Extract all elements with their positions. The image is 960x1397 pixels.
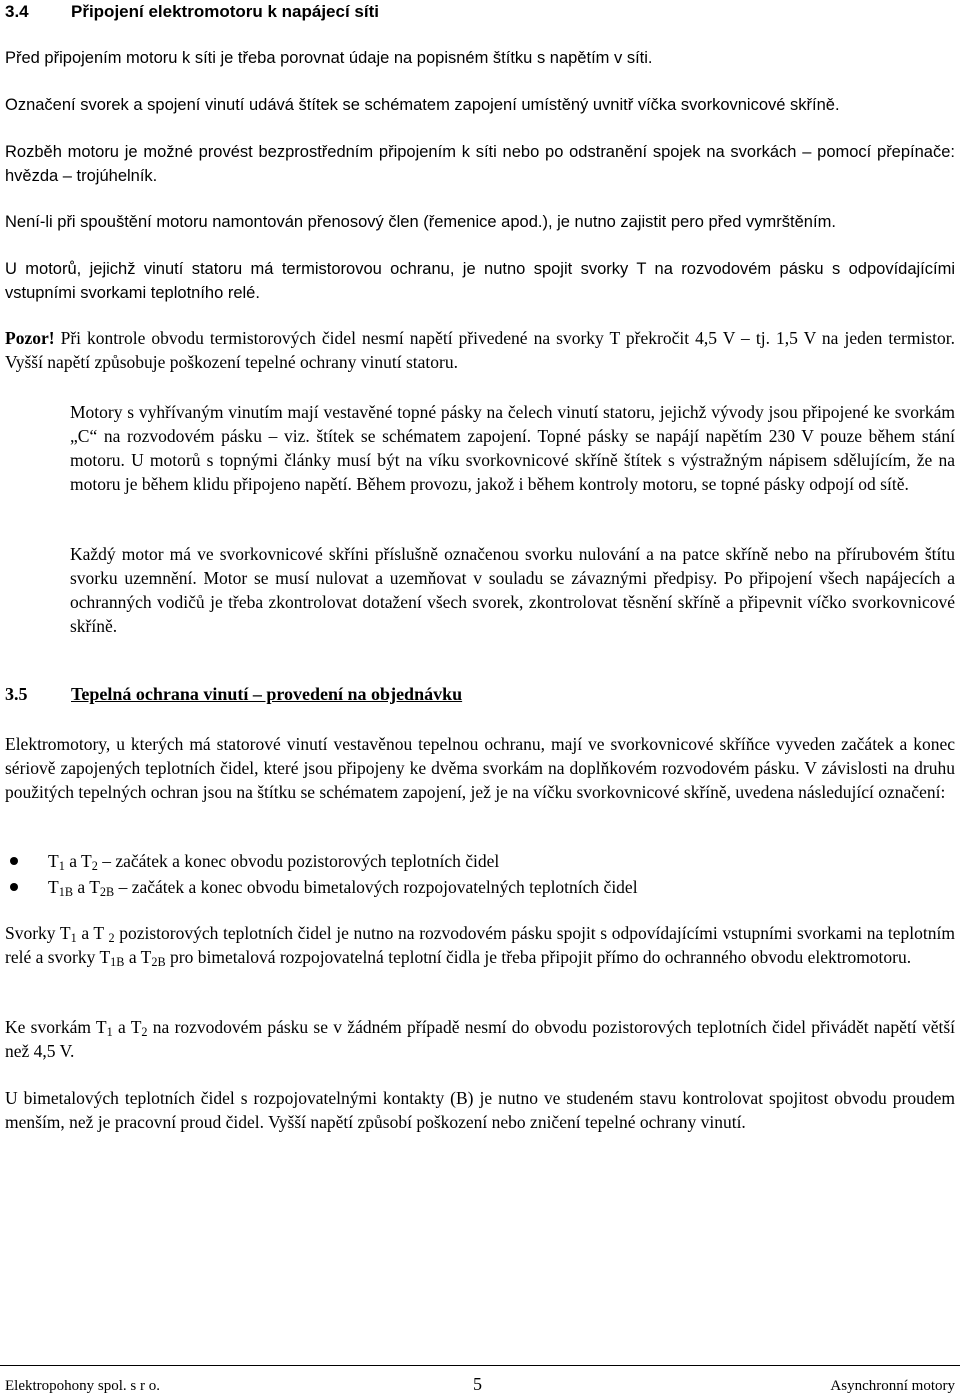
- paragraph: Označení svorek a spojení vinutí udává štítek se schématem zapojení umístěný uvnitř víčka svorkovnicové skříně.: [5, 96, 840, 114]
- page-number: 5: [473, 1374, 482, 1394]
- sensor-list: [5, 848, 955, 900]
- footer-company: Elektropohony spol. s r o.: [5, 1378, 160, 1394]
- list-item: $T_{1B}$ a $T_{2B}$ – začátek a konec obvodu bimetalových rozpojovatelných teplotních čidel: [5, 874, 955, 900]
- bimetal-paragraph: U bimetalových teplotních čidel s rozpojovatelnými kontakty (B) je nutno ve studeném stavu kontrolovat spojitost obvodu proudem menším, než je pracovní proud čidel. Vyšší napětí způsobí poškození nebo zničení tepelné ochrany vinutí.: [5, 1088, 955, 1132]
- terminals-paragraph: Svorky $T_1$ a T $_2$ pozistorových teplotních čidel je nutno na rozvodovém pásku spojit s odpovídajícími vstupními svorkami na teplotním relé a svorky $T_{1B}$ a $T_{2B}$ pro bimetalová rozpojovatelná teplotní čidla je třeba připojit přímo do ochranného obvodu elektromotoru.: [5, 923, 955, 970]
- section-title: Tepelná ochrana vinutí – provedení na objednávku: [71, 684, 463, 704]
- warning-text: Při kontrole obvodu termistorových čidel nesmí napětí přivedené na svorky T překročit 4,5 V – tj. 1,5 V na jeden termistor. Vyšší napětí způsobuje poškození tepelné ochrany vinutí statoru.: [5, 328, 955, 372]
- bullet-icon: [10, 883, 18, 891]
- warning-paragraph: [5, 326, 955, 374]
- heating-paragraph: Motory s vyhřívaným vinutím mají vestavěné topné pásky na čelech vinutí statoru, jejichž vývody jsou připojené ke svorkám „C“ na rozvodovém pásku – viz. štítek se schématem zapojení. Topné pásky se napájí napětím 230 V pouze během stání motoru. U motorů s topnými články musí být na víku svorkovnicové skříně štítek s výstražným nápisem sdělujícím, že na motoru je během klidu připojeno napětí. Během provozu, jakož i během kontroly motoru, se topné pásky odpojí od sítě.: [70, 402, 955, 494]
- section-number: 3.4: [5, 2, 29, 21]
- list-item: $T_1$ a $T_2$ – začátek a konec obvodu pozistorových teplotních čidel: [5, 848, 955, 874]
- paragraph: Před připojením motoru k síti je třeba porovnat údaje na popisném štítku s napětím v síti.: [5, 49, 653, 67]
- section-number: 3.5: [5, 684, 28, 704]
- bullet-icon: [10, 857, 18, 865]
- voltage-paragraph: Ke svorkám $T_1$ a $T_2$ na rozvodovém pásku se v žádném případě nesmí do obvodu pozistorových teplotních čidel přivádět napětí větší než 4,5 V.: [5, 1017, 955, 1061]
- paragraph: U motorů, jejichž vinutí statoru má termistorovou ochranu, je nutno spojit svorky T na rozvodovém pásku s odpovídajícími vstupními svorkami teplotního relé.: [5, 260, 955, 302]
- paragraph: Elektromotory, u kterých má statorové vinutí vestavěnou tepelnou ochranu, mají ve svorkovnicové skříňce vyveden začátek a konec sériově zapojených teplotních čidel, které jsou připojeny ke dvěma svorkám na doplňkovém rozvodovém pásku. V závislosti na druhu použitých tepelných ochran jsou na štítku se schématem zapojení, jež je na víčku svorkovnicové skříně, uvedena následující označení:: [5, 734, 955, 802]
- section-title: Připojení elektromotoru k napájecí síti: [71, 2, 379, 21]
- section-heading-3-4: [5, 2, 379, 22]
- section-heading-3-5: [5, 684, 462, 705]
- grounding-paragraph: Každý motor má ve svorkovnicové skříni příslušně označenou svorku nulování a na patce skříně nebo na přírubovém štítu svorku uzemnění. Motor se musí nulovat a uzemňovat v souladu se závaznými předpisy. Po připojení všech napájecích a ochranných vodičů je třeba zkontrolovat dotažení všech svorek, zkontrolovat těsnění skříně a připevnit víčko svorkovnicové skříně.: [70, 544, 955, 636]
- paragraph: Rozběh motoru je možné provést bezprostředním připojením k síti nebo po odstranění spojek na svorkách – pomocí přepínače: hvězda – trojúhelník.: [5, 143, 955, 185]
- paragraph: Není-li při spouštění motoru namontován přenosový člen (řemenice apod.), je nutno zajistit pero před vymrštěním.: [5, 213, 836, 231]
- page-footer: [0, 1365, 960, 1394]
- warning-label: Pozor!: [5, 328, 55, 348]
- footer-title: Asynchronní motory: [830, 1378, 955, 1394]
